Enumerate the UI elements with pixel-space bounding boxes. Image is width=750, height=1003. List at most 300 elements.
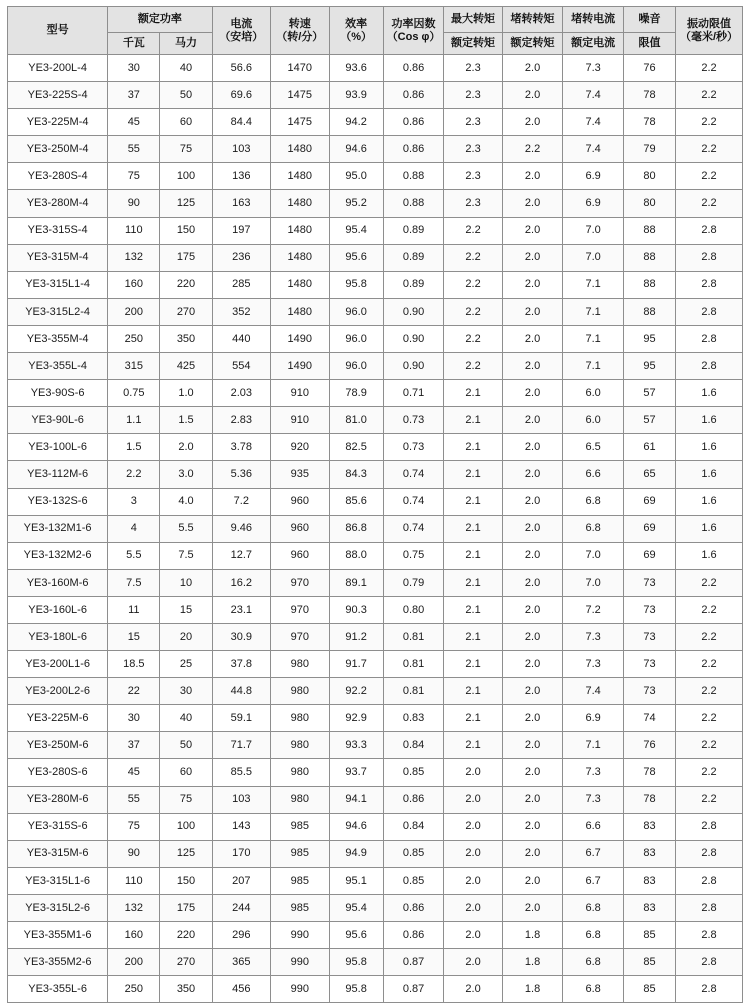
- table-cell: 6.8: [563, 515, 624, 542]
- table-cell: 7.3: [563, 623, 624, 650]
- table-cell: 2.2: [676, 569, 743, 596]
- table-cell: 2.2: [444, 298, 502, 325]
- cell-model: YE3-132M1-6: [8, 515, 108, 542]
- table-cell: 2.2: [108, 461, 160, 488]
- table-cell: 2.3: [444, 136, 502, 163]
- table-cell: 0.74: [383, 515, 444, 542]
- table-cell: 2.0: [444, 867, 502, 894]
- table-cell: 2.8: [676, 949, 743, 976]
- table-cell: 2.0: [502, 217, 563, 244]
- header-power-factor-unit: （Cos φ）: [386, 30, 441, 43]
- cell-model: YE3-355M1-6: [8, 922, 108, 949]
- table-cell: 0.90: [383, 325, 444, 352]
- table-row: [8, 380, 743, 407]
- table-cell: 2.2: [676, 82, 743, 109]
- cell-model: YE3-100L-6: [8, 434, 108, 461]
- cell-model: YE3-225M-4: [8, 109, 108, 136]
- table-row: [8, 678, 743, 705]
- table-cell: 7.4: [563, 109, 624, 136]
- table-cell: 6.6: [563, 813, 624, 840]
- table-cell: 40: [160, 705, 212, 732]
- cell-model: YE3-315M-6: [8, 840, 108, 867]
- cell-model: YE3-315L1-4: [8, 271, 108, 298]
- table-row: [8, 705, 743, 732]
- table-cell: 69: [623, 542, 675, 569]
- table-cell: 2.8: [676, 217, 743, 244]
- table-cell: 2.0: [502, 678, 563, 705]
- table-cell: 2.0: [502, 163, 563, 190]
- table-cell: 315: [108, 353, 160, 380]
- table-row: [8, 461, 743, 488]
- table-cell: 2.0: [502, 244, 563, 271]
- table-cell: 0.81: [383, 678, 444, 705]
- table-row: [8, 515, 743, 542]
- table-cell: 2.0: [502, 434, 563, 461]
- table-cell: 2.0: [444, 922, 502, 949]
- table-cell: 2.0: [502, 380, 563, 407]
- table-cell: 100: [160, 163, 212, 190]
- table-cell: 50: [160, 732, 212, 759]
- header-vibration: [676, 7, 743, 55]
- table-cell: 2.2: [676, 623, 743, 650]
- table-cell: 554: [212, 353, 270, 380]
- table-cell: 350: [160, 976, 212, 1003]
- table-cell: 95.4: [329, 894, 383, 921]
- table-cell: 0.79: [383, 569, 444, 596]
- table-cell: 7.1: [563, 271, 624, 298]
- table-cell: 6.9: [563, 705, 624, 732]
- table-cell: 1480: [271, 298, 329, 325]
- table-cell: 45: [108, 109, 160, 136]
- cell-model: YE3-355M-4: [8, 325, 108, 352]
- table-cell: 69.6: [212, 82, 270, 109]
- header-efficiency-unit: （%）: [340, 30, 373, 43]
- table-cell: 95.2: [329, 190, 383, 217]
- table-cell: 985: [271, 840, 329, 867]
- header-power-factor: [383, 7, 444, 55]
- table-cell: 170: [212, 840, 270, 867]
- table-row: [8, 651, 743, 678]
- table-cell: 2.8: [676, 271, 743, 298]
- table-cell: 7.0: [563, 217, 624, 244]
- table-cell: 5.36: [212, 461, 270, 488]
- cell-model: YE3-225S-4: [8, 82, 108, 109]
- table-cell: 93.9: [329, 82, 383, 109]
- table-cell: 94.2: [329, 109, 383, 136]
- table-cell: 1480: [271, 163, 329, 190]
- table-cell: 25: [160, 651, 212, 678]
- cell-model: YE3-112M-6: [8, 461, 108, 488]
- header-efficiency-name: 效率: [345, 17, 368, 30]
- table-row: [8, 190, 743, 217]
- table-cell: 270: [160, 298, 212, 325]
- table-cell: 910: [271, 380, 329, 407]
- table-row: [8, 596, 743, 623]
- header-noise-sub: 限值: [623, 33, 675, 55]
- table-cell: 2.0: [502, 596, 563, 623]
- table-cell: 30: [108, 55, 160, 82]
- header-row-top: [8, 7, 743, 33]
- table-cell: 79: [623, 136, 675, 163]
- table-cell: 91.2: [329, 623, 383, 650]
- table-cell: 78: [623, 82, 675, 109]
- table-cell: 69: [623, 515, 675, 542]
- table-cell: 2.0: [444, 759, 502, 786]
- cell-model: YE3-160M-6: [8, 569, 108, 596]
- table-cell: 7.2: [212, 488, 270, 515]
- table-cell: 4: [108, 515, 160, 542]
- table-cell: 10: [160, 569, 212, 596]
- header-vibration-unit: （毫米/秒）: [680, 30, 739, 43]
- table-cell: 78: [623, 786, 675, 813]
- table-cell: 2.1: [444, 678, 502, 705]
- table-cell: 110: [108, 867, 160, 894]
- table-cell: 2.0: [502, 840, 563, 867]
- table-cell: 45: [108, 759, 160, 786]
- table-cell: 1.5: [108, 434, 160, 461]
- table-cell: 0.74: [383, 488, 444, 515]
- table-cell: 125: [160, 190, 212, 217]
- table-cell: 95.6: [329, 922, 383, 949]
- table-cell: 2.0: [444, 894, 502, 921]
- cell-model: YE3-280S-4: [8, 163, 108, 190]
- table-cell: 2.8: [676, 922, 743, 949]
- table-cell: 75: [108, 813, 160, 840]
- table-cell: 0.86: [383, 894, 444, 921]
- table-cell: 6.5: [563, 434, 624, 461]
- table-cell: 90: [108, 840, 160, 867]
- table-cell: 163: [212, 190, 270, 217]
- table-cell: 0.71: [383, 380, 444, 407]
- table-cell: 970: [271, 623, 329, 650]
- table-cell: 2.2: [676, 136, 743, 163]
- table-cell: 2.8: [676, 840, 743, 867]
- table-cell: 2.2: [444, 325, 502, 352]
- table-cell: 2.2: [676, 651, 743, 678]
- table-row: [8, 894, 743, 921]
- table-cell: 1.1: [108, 407, 160, 434]
- cell-model: YE3-90L-6: [8, 407, 108, 434]
- table-cell: 244: [212, 894, 270, 921]
- table-cell: 88.0: [329, 542, 383, 569]
- cell-model: YE3-90S-6: [8, 380, 108, 407]
- table-cell: 2.0: [502, 298, 563, 325]
- table-cell: 95.0: [329, 163, 383, 190]
- table-cell: 143: [212, 813, 270, 840]
- header-current-name: 电流: [230, 17, 253, 30]
- table-cell: 0.75: [108, 380, 160, 407]
- table-cell: 30: [160, 678, 212, 705]
- table-cell: 2.2: [676, 190, 743, 217]
- table-cell: 0.86: [383, 109, 444, 136]
- table-row: [8, 813, 743, 840]
- table-cell: 1.8: [502, 949, 563, 976]
- table-row: [8, 325, 743, 352]
- table-cell: 2.8: [676, 325, 743, 352]
- table-cell: 200: [108, 949, 160, 976]
- table-cell: 2.1: [444, 434, 502, 461]
- table-cell: 4.0: [160, 488, 212, 515]
- cell-model: YE3-355L-6: [8, 976, 108, 1003]
- table-cell: 6.8: [563, 949, 624, 976]
- table-cell: 7.3: [563, 651, 624, 678]
- table-cell: 96.0: [329, 298, 383, 325]
- header-max-torque: 最大转矩: [444, 7, 502, 33]
- table-cell: 7.2: [563, 596, 624, 623]
- table-cell: 0.83: [383, 705, 444, 732]
- table-cell: 95.1: [329, 867, 383, 894]
- table-cell: 89.1: [329, 569, 383, 596]
- header-hp: 马力: [160, 33, 212, 55]
- header-speed-name: 转速: [288, 17, 311, 30]
- table-cell: 160: [108, 271, 160, 298]
- table-cell: 0.87: [383, 976, 444, 1003]
- table-cell: 7.5: [108, 569, 160, 596]
- table-cell: 0.85: [383, 759, 444, 786]
- table-cell: 76: [623, 732, 675, 759]
- table-cell: 2.2: [676, 759, 743, 786]
- table-cell: 960: [271, 488, 329, 515]
- table-cell: 15: [160, 596, 212, 623]
- table-cell: 0.81: [383, 651, 444, 678]
- table-cell: 250: [108, 325, 160, 352]
- table-cell: 150: [160, 217, 212, 244]
- table-cell: 990: [271, 976, 329, 1003]
- table-cell: 7.5: [160, 542, 212, 569]
- table-cell: 2.1: [444, 515, 502, 542]
- table-cell: 236: [212, 244, 270, 271]
- table-row: [8, 569, 743, 596]
- table-cell: 2.8: [676, 867, 743, 894]
- table-cell: 1.6: [676, 380, 743, 407]
- table-cell: 57: [623, 380, 675, 407]
- table-cell: 960: [271, 542, 329, 569]
- table-cell: 84.3: [329, 461, 383, 488]
- table-cell: 11: [108, 596, 160, 623]
- table-row: [8, 542, 743, 569]
- table-cell: 2.1: [444, 380, 502, 407]
- table-cell: 0.81: [383, 623, 444, 650]
- table-cell: 0.85: [383, 867, 444, 894]
- table-cell: 2.0: [444, 786, 502, 813]
- table-cell: 73: [623, 678, 675, 705]
- table-cell: 220: [160, 922, 212, 949]
- table-cell: 2.1: [444, 705, 502, 732]
- table-cell: 910: [271, 407, 329, 434]
- table-cell: 7.4: [563, 82, 624, 109]
- table-cell: 2.0: [502, 82, 563, 109]
- table-cell: 2.0: [502, 705, 563, 732]
- table-cell: 22: [108, 678, 160, 705]
- table-cell: 93.6: [329, 55, 383, 82]
- cell-model: YE3-132M2-6: [8, 542, 108, 569]
- table-cell: 2.0: [502, 55, 563, 82]
- table-cell: 296: [212, 922, 270, 949]
- table-cell: 3.0: [160, 461, 212, 488]
- table-cell: 1480: [271, 271, 329, 298]
- table-cell: 1.6: [676, 434, 743, 461]
- table-cell: 50: [160, 82, 212, 109]
- header-noise: 噪音: [623, 7, 675, 33]
- table-cell: 175: [160, 894, 212, 921]
- table-cell: 980: [271, 651, 329, 678]
- table-cell: 2.0: [444, 840, 502, 867]
- table-cell: 1.6: [676, 542, 743, 569]
- table-cell: 2.3: [444, 82, 502, 109]
- table-cell: 990: [271, 922, 329, 949]
- table-cell: 78: [623, 109, 675, 136]
- table-cell: 2.1: [444, 732, 502, 759]
- table-cell: 0.75: [383, 542, 444, 569]
- table-row: [8, 786, 743, 813]
- cell-model: YE3-315S-6: [8, 813, 108, 840]
- table-cell: 78.9: [329, 380, 383, 407]
- header-rated-power: 额定功率: [108, 7, 212, 33]
- table-cell: 2.2: [676, 678, 743, 705]
- table-cell: 2.0: [502, 542, 563, 569]
- table-cell: 132: [108, 894, 160, 921]
- table-cell: 7.1: [563, 325, 624, 352]
- table-cell: 55: [108, 786, 160, 813]
- table-cell: 83: [623, 894, 675, 921]
- table-cell: 2.8: [676, 976, 743, 1003]
- table-cell: 7.3: [563, 759, 624, 786]
- table-cell: 2.8: [676, 353, 743, 380]
- table-cell: 80: [623, 163, 675, 190]
- table-cell: 425: [160, 353, 212, 380]
- table-cell: 88: [623, 298, 675, 325]
- table-cell: 2.8: [676, 813, 743, 840]
- table-row: [8, 623, 743, 650]
- table-cell: 69: [623, 488, 675, 515]
- table-cell: 3.78: [212, 434, 270, 461]
- cell-model: YE3-180L-6: [8, 623, 108, 650]
- table-cell: 197: [212, 217, 270, 244]
- table-cell: 61: [623, 434, 675, 461]
- table-cell: 1480: [271, 217, 329, 244]
- table-cell: 250: [108, 976, 160, 1003]
- table-cell: 44.8: [212, 678, 270, 705]
- table-cell: 74: [623, 705, 675, 732]
- table-cell: 2.3: [444, 163, 502, 190]
- cell-model: YE3-355M2-6: [8, 949, 108, 976]
- header-max-torque-sub: 额定转矩: [444, 33, 502, 55]
- table-cell: 0.90: [383, 298, 444, 325]
- table-cell: 2.1: [444, 569, 502, 596]
- table-row: [8, 109, 743, 136]
- cell-model: YE3-160L-6: [8, 596, 108, 623]
- header-locked-current-sub: 额定电流: [563, 33, 624, 55]
- table-cell: 90: [108, 190, 160, 217]
- table-cell: 2.2: [676, 732, 743, 759]
- table-cell: 7.4: [563, 136, 624, 163]
- table-cell: 83: [623, 813, 675, 840]
- table-cell: 84.4: [212, 109, 270, 136]
- table-cell: 6.8: [563, 894, 624, 921]
- cell-model: YE3-250M-6: [8, 732, 108, 759]
- table-cell: 95.8: [329, 949, 383, 976]
- table-cell: 2.03: [212, 380, 270, 407]
- table-cell: 960: [271, 515, 329, 542]
- motor-spec-table: [7, 6, 743, 1003]
- header-model: 型号: [8, 7, 108, 55]
- table-cell: 95: [623, 353, 675, 380]
- cell-model: YE3-315L1-6: [8, 867, 108, 894]
- table-cell: 7.4: [563, 678, 624, 705]
- table-cell: 2.1: [444, 623, 502, 650]
- table-cell: 440: [212, 325, 270, 352]
- table-cell: 85: [623, 922, 675, 949]
- table-cell: 85: [623, 949, 675, 976]
- cell-model: YE3-315L2-6: [8, 894, 108, 921]
- table-cell: 56.6: [212, 55, 270, 82]
- table-cell: 2.1: [444, 542, 502, 569]
- cell-model: YE3-315S-4: [8, 217, 108, 244]
- table-cell: 1490: [271, 353, 329, 380]
- table-cell: 6.8: [563, 488, 624, 515]
- table-row: [8, 407, 743, 434]
- table-cell: 125: [160, 840, 212, 867]
- table-row: [8, 840, 743, 867]
- table-cell: 2.0: [502, 515, 563, 542]
- table-cell: 2.83: [212, 407, 270, 434]
- table-cell: 1475: [271, 82, 329, 109]
- table-row: [8, 732, 743, 759]
- cell-model: YE3-315M-4: [8, 244, 108, 271]
- table-cell: 7.3: [563, 55, 624, 82]
- table-cell: 76: [623, 55, 675, 82]
- table-cell: 2.3: [444, 55, 502, 82]
- table-cell: 90.3: [329, 596, 383, 623]
- table-cell: 970: [271, 569, 329, 596]
- table-cell: 1470: [271, 55, 329, 82]
- table-cell: 2.0: [502, 786, 563, 813]
- table-cell: 0.86: [383, 55, 444, 82]
- table-cell: 2.2: [676, 163, 743, 190]
- table-cell: 980: [271, 732, 329, 759]
- table-cell: 92.9: [329, 705, 383, 732]
- table-cell: 136: [212, 163, 270, 190]
- table-cell: 456: [212, 976, 270, 1003]
- table-cell: 2.2: [676, 596, 743, 623]
- table-cell: 220: [160, 271, 212, 298]
- table-cell: 88: [623, 244, 675, 271]
- table-cell: 95.8: [329, 976, 383, 1003]
- table-cell: 0.85: [383, 840, 444, 867]
- table-cell: 37.8: [212, 651, 270, 678]
- table-cell: 207: [212, 867, 270, 894]
- table-cell: 103: [212, 786, 270, 813]
- table-cell: 2.0: [444, 949, 502, 976]
- table-cell: 0.89: [383, 271, 444, 298]
- table-cell: 2.8: [676, 894, 743, 921]
- table-cell: 1490: [271, 325, 329, 352]
- table-cell: 985: [271, 894, 329, 921]
- table-cell: 6.7: [563, 867, 624, 894]
- table-cell: 57: [623, 407, 675, 434]
- table-cell: 83: [623, 840, 675, 867]
- table-cell: 2.2: [444, 353, 502, 380]
- table-cell: 150: [160, 867, 212, 894]
- table-cell: 85: [623, 976, 675, 1003]
- table-cell: 2.2: [676, 786, 743, 813]
- table-cell: 95.4: [329, 217, 383, 244]
- table-cell: 990: [271, 949, 329, 976]
- table-cell: 78: [623, 759, 675, 786]
- table-cell: 132: [108, 244, 160, 271]
- table-cell: 80: [623, 190, 675, 217]
- table-cell: 0.80: [383, 596, 444, 623]
